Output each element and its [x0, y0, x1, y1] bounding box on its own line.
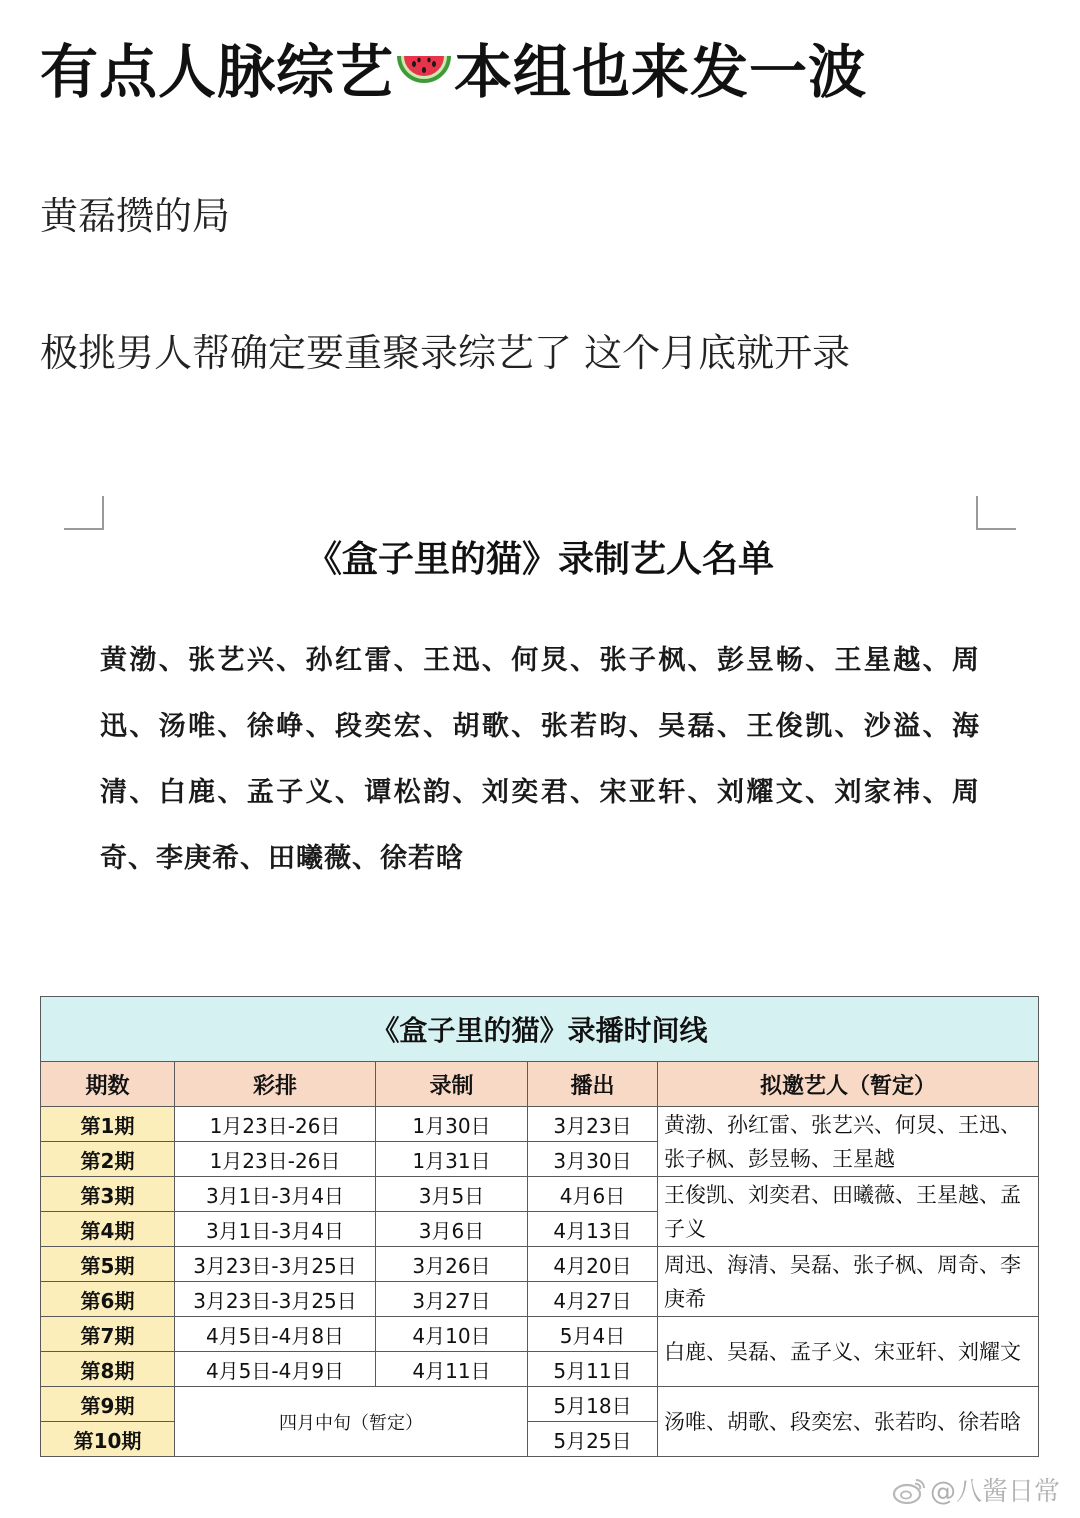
recording-cell: 1月31日	[376, 1142, 528, 1177]
column-header-episode: 期数	[41, 1062, 175, 1107]
recording-cell: 3月6日	[376, 1212, 528, 1247]
episode-cell: 第4期	[41, 1212, 175, 1247]
rehearsal-cell: 4月5日-4月9日	[175, 1352, 376, 1387]
guest-group-cell: 黄渤、孙红雷、张艺兴、何炅、王迅、张子枫、彭昱畅、王星越	[658, 1107, 1039, 1177]
weibo-icon	[892, 1477, 926, 1505]
post-title-end: 本组也来发一波	[454, 38, 868, 106]
episode-cell: 第3期	[41, 1177, 175, 1212]
schedule-table	[40, 996, 1039, 1457]
table-row	[41, 1317, 1039, 1352]
airing-cell: 5月4日	[528, 1317, 658, 1352]
tbd-note-cell: 四月中旬（暂定）	[175, 1387, 528, 1457]
guest-group-cell: 白鹿、吴磊、孟子义、宋亚轩、刘耀文	[658, 1317, 1039, 1387]
episode-cell: 第7期	[41, 1317, 175, 1352]
airing-cell: 4月13日	[528, 1212, 658, 1247]
episode-cell: 第2期	[41, 1142, 175, 1177]
watermelon-icon	[394, 46, 454, 98]
rehearsal-cell: 3月1日-3月4日	[175, 1177, 376, 1212]
column-header-recording: 录制	[376, 1062, 528, 1107]
post-title-start: 有点人脉综艺	[40, 38, 395, 106]
page-corner-mark-right	[976, 496, 1016, 530]
post-line-2: 极挑男人帮确定要重聚录综艺了 这个月底就开录	[40, 331, 851, 375]
guest-group-cell: 王俊凯、刘奕君、田曦薇、王星越、孟子义	[658, 1177, 1039, 1247]
post-line-1: 黄磊攒的局	[40, 194, 231, 238]
rehearsal-cell: 1月23日-26日	[175, 1107, 376, 1142]
rehearsal-cell: 1月23日-26日	[175, 1142, 376, 1177]
episode-cell: 第10期	[41, 1422, 175, 1457]
episode-cell: 第6期	[41, 1282, 175, 1317]
post-title	[40, 32, 867, 112]
recording-cell: 4月11日	[376, 1352, 528, 1387]
column-header-airing: 播出	[528, 1062, 658, 1107]
episode-cell: 第1期	[41, 1107, 175, 1142]
airing-cell: 3月23日	[528, 1107, 658, 1142]
watermark	[892, 1474, 1060, 1510]
rehearsal-cell: 3月23日-3月25日	[175, 1282, 376, 1317]
airing-cell: 5月11日	[528, 1352, 658, 1387]
column-header-rehearsal: 彩排	[175, 1062, 376, 1107]
recording-cell: 1月30日	[376, 1107, 528, 1142]
artist-roster: 黄渤、张艺兴、孙红雷、王迅、何炅、张子枫、彭昱畅、王星越、周迅、汤唯、徐峥、段奕宏、胡歌、张若昀、吴磊、王俊凯、沙溢、海清、白鹿、孟子义、谭松韵、刘奕君、宋亚轩、刘耀文、刘家祎、周奇、李庚希、田曦薇、徐若晗	[100, 645, 980, 874]
guest-group-cell: 汤唯、胡歌、段奕宏、张若昀、徐若晗	[658, 1387, 1039, 1457]
schedule-title: 《盒子里的猫》录播时间线	[41, 997, 1039, 1062]
airing-cell: 3月30日	[528, 1142, 658, 1177]
rehearsal-cell: 4月5日-4月8日	[175, 1317, 376, 1352]
table-row	[41, 1107, 1039, 1142]
table-row	[41, 1177, 1039, 1212]
recording-cell: 4月10日	[376, 1317, 528, 1352]
episode-cell: 第8期	[41, 1352, 175, 1387]
rehearsal-cell: 3月1日-3月4日	[175, 1212, 376, 1247]
episode-cell: 第9期	[41, 1387, 175, 1422]
airing-cell: 5月18日	[528, 1387, 658, 1422]
airing-cell: 4月27日	[528, 1282, 658, 1317]
recording-cell: 3月5日	[376, 1177, 528, 1212]
column-header-guests: 拟邀艺人（暂定）	[658, 1062, 1039, 1107]
page-corner-mark-left	[64, 496, 104, 530]
airing-cell: 4月20日	[528, 1247, 658, 1282]
guest-group-cell: 周迅、海清、吴磊、张子枫、周奇、李庚希	[658, 1247, 1039, 1317]
recording-cell: 3月27日	[376, 1282, 528, 1317]
document-heading: 《盒子里的猫》录制艺人名单	[305, 539, 774, 580]
episode-cell: 第5期	[41, 1247, 175, 1282]
rehearsal-cell: 3月23日-3月25日	[175, 1247, 376, 1282]
airing-cell: 4月6日	[528, 1177, 658, 1212]
recording-cell: 3月26日	[376, 1247, 528, 1282]
watermark-text: @八酱日常	[929, 1477, 1060, 1507]
airing-cell: 5月25日	[528, 1422, 658, 1457]
table-row	[41, 1247, 1039, 1282]
table-row	[41, 1387, 1039, 1422]
